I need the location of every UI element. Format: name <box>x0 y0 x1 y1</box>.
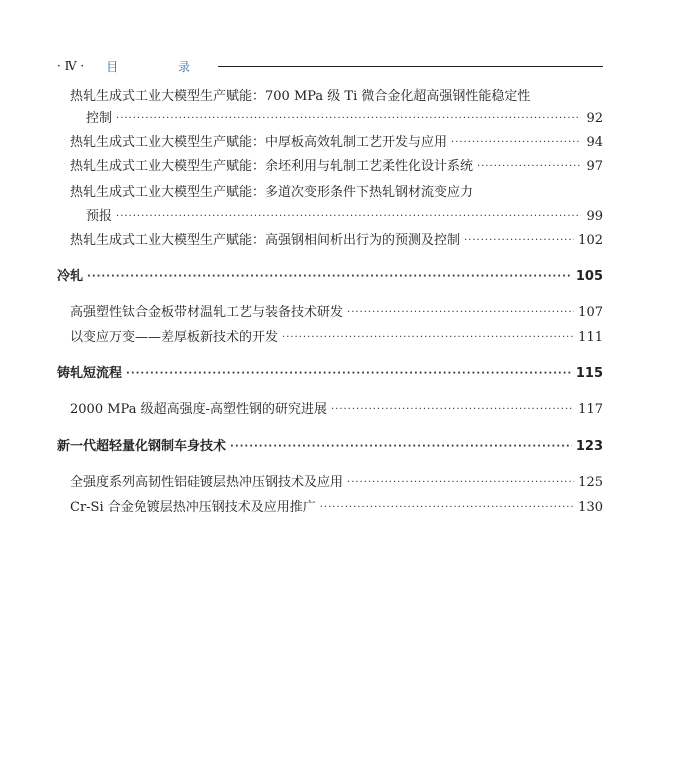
toc-entry-title: Cr-Si 合金免镀层热冲压钢技术及应用推广 <box>70 500 316 515</box>
leader-dots <box>282 329 574 347</box>
toc-page-number: 125 <box>578 475 603 490</box>
leader-dots <box>116 208 581 226</box>
toc-entry-title: 控制 <box>86 111 113 126</box>
toc-section-title: 铸轧短流程 <box>57 366 123 381</box>
toc-entry-title: 热轧生成式工业大模型生产赋能：700 MPa 级 Ti 微合金化超高强钢性能稳定性 <box>70 89 531 104</box>
toc-entry[interactable] <box>86 106 603 128</box>
toc-page-number: 97 <box>586 159 603 174</box>
toc-entry-line <box>70 180 473 202</box>
toc-entry[interactable] <box>86 204 603 226</box>
leader-dots <box>451 134 581 152</box>
toc-entry[interactable] <box>70 495 603 517</box>
toc-page-number: 94 <box>586 135 603 150</box>
leader-dots <box>477 158 581 176</box>
toc-entry-title: 2000 MPa 级超高强度-高塑性钢的研究进展 <box>70 402 327 417</box>
toc-entry[interactable] <box>70 397 603 419</box>
header-title: 目 录 <box>106 59 219 74</box>
toc-entry-title: 以变应万变——差厚板新技术的开发 <box>70 330 279 345</box>
toc-entry-title: 热轧生成式工业大模型生产赋能：余坯利用与轧制工艺柔性化设计系统 <box>70 159 474 174</box>
page-number-marker: · Ⅳ · <box>57 59 85 73</box>
toc-page-number: 117 <box>578 402 603 417</box>
toc-entry-title: 热轧生成式工业大模型生产赋能：中厚板高效轧制工艺开发与应用 <box>70 135 448 150</box>
leader-dots <box>347 474 574 492</box>
toc-entry[interactable] <box>70 154 603 176</box>
toc-page-number: 99 <box>586 209 603 224</box>
leader-dots <box>464 232 574 250</box>
header-rule <box>218 66 603 67</box>
leader-dots <box>87 268 572 286</box>
toc-entry-title: 热轧生成式工业大模型生产赋能：多道次变形条件下热轧钢材流变应力 <box>70 185 474 200</box>
leader-dots <box>116 110 581 128</box>
toc-page-number: 92 <box>586 111 603 126</box>
toc-entry[interactable] <box>70 130 603 152</box>
toc-section[interactable] <box>57 361 603 383</box>
leader-dots <box>320 499 574 517</box>
toc-section[interactable] <box>57 264 603 286</box>
toc-page-number: 123 <box>575 439 603 454</box>
toc-entry-line <box>70 84 530 106</box>
toc-entry-title: 热轧生成式工业大模型生产赋能：高强钢相间析出行为的预测及控制 <box>70 233 461 248</box>
toc-page-number: 107 <box>578 305 603 320</box>
running-header <box>57 57 603 75</box>
toc-entry-title: 全强度系列高韧性铝硅镀层热冲压钢技术及应用 <box>70 475 344 490</box>
toc-entry-title: 预报 <box>86 209 113 224</box>
toc-page-number: 102 <box>578 233 603 248</box>
leader-dots <box>230 438 572 456</box>
leader-dots <box>347 304 574 322</box>
toc-page-number: 111 <box>578 330 603 345</box>
toc-section-title: 新一代超轻量化钢制车身技术 <box>57 439 227 454</box>
toc-entry[interactable] <box>70 470 603 492</box>
toc-entry[interactable] <box>70 325 603 347</box>
toc-entry[interactable] <box>70 228 603 250</box>
leader-dots <box>331 401 574 419</box>
toc-page-number: 115 <box>575 366 603 381</box>
toc-section[interactable] <box>57 434 603 456</box>
toc-page-number: 105 <box>575 269 603 284</box>
toc-entry-title: 高强塑性钛合金板带材温轧工艺与装备技术研发 <box>70 305 344 320</box>
toc-page-number: 130 <box>578 500 603 515</box>
leader-dots <box>126 365 572 383</box>
toc-section-title: 冷轧 <box>57 269 84 284</box>
toc-entry[interactable] <box>70 300 603 322</box>
